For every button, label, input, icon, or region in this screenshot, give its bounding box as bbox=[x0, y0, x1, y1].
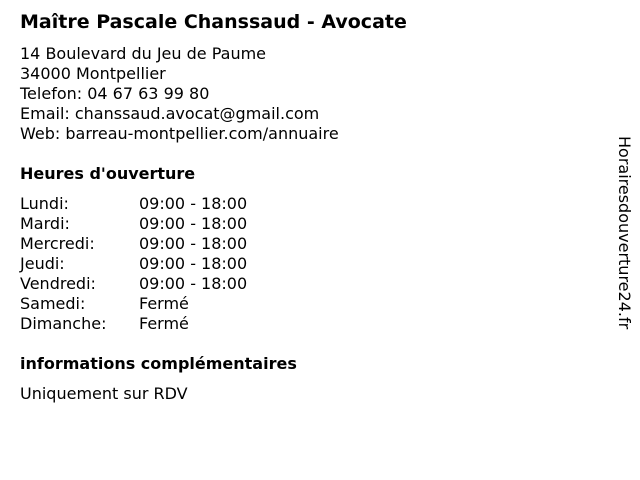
hours-row-wednesday bbox=[20, 234, 320, 254]
day-label: Jeudi: bbox=[20, 254, 65, 273]
time-value: 09:00 - 18:00 bbox=[139, 194, 248, 213]
brand-watermark-text: Horairesdouverture24.fr bbox=[615, 136, 634, 330]
time-value: 09:00 - 18:00 bbox=[139, 234, 248, 253]
day-label: Vendredi: bbox=[20, 274, 96, 293]
additional-info-text: Uniquement sur RDV bbox=[20, 384, 188, 403]
opening-hours-heading: Heures d'ouverture bbox=[20, 164, 196, 183]
opening-hours-table bbox=[20, 194, 320, 334]
time-value: 09:00 - 18:00 bbox=[139, 254, 248, 273]
hours-row-friday bbox=[20, 274, 320, 294]
day-label: Lundi: bbox=[20, 194, 69, 213]
additional-info-heading: informations complémentaires bbox=[20, 354, 297, 373]
page-title: Maître Pascale Chanssaud - Avocate bbox=[20, 11, 407, 33]
email-address: Email: chanssaud.avocat@gmail.com bbox=[20, 104, 320, 123]
contact-block bbox=[20, 44, 339, 144]
time-value: Fermé bbox=[139, 294, 189, 313]
address-street: 14 Boulevard du Jeu de Paume bbox=[20, 44, 267, 63]
brand-watermark bbox=[614, 136, 638, 370]
day-label: Samedi: bbox=[20, 294, 86, 313]
day-label: Mardi: bbox=[20, 214, 70, 233]
hours-row-monday bbox=[20, 194, 320, 214]
time-value: Fermé bbox=[139, 314, 189, 333]
address-city: 34000 Montpellier bbox=[20, 64, 166, 83]
hours-row-sunday bbox=[20, 314, 320, 334]
day-label: Mercredi: bbox=[20, 234, 95, 253]
hours-row-saturday bbox=[20, 294, 320, 314]
time-value: 09:00 - 18:00 bbox=[139, 274, 248, 293]
website: Web: barreau-montpellier.com/annuaire bbox=[20, 124, 339, 143]
hours-row-thursday bbox=[20, 254, 320, 274]
hours-row-tuesday bbox=[20, 214, 320, 234]
phone-number: Telefon: 04 67 63 99 80 bbox=[20, 84, 210, 103]
time-value: 09:00 - 18:00 bbox=[139, 214, 248, 233]
day-label: Dimanche: bbox=[20, 314, 107, 333]
